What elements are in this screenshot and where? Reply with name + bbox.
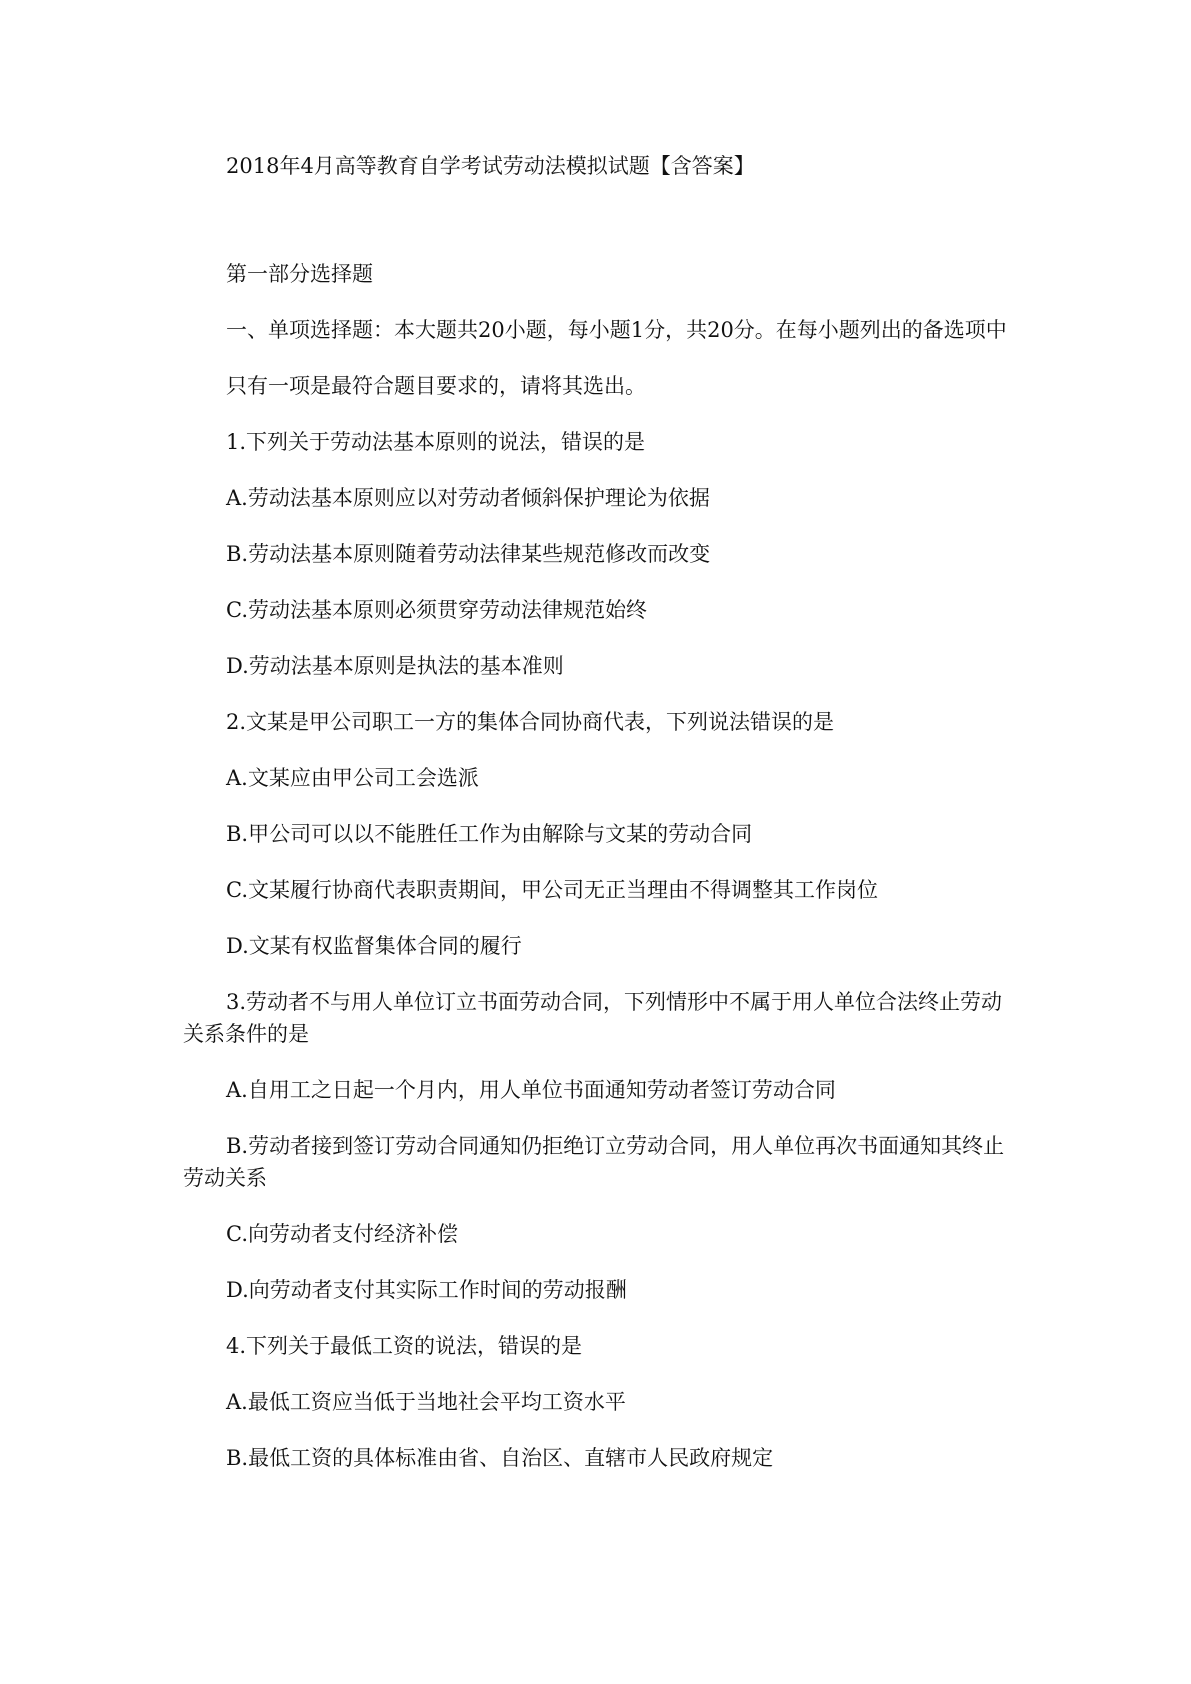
option-paragraph: A.文某应由甲公司工会选派 bbox=[226, 766, 479, 790]
document-title: 2018年4月高等教育自学考试劳动法模拟试题【含答案】 bbox=[226, 154, 755, 178]
option-paragraph: A.自用工之日起一个月内，用人单位书面通知劳动者签订劳动合同 bbox=[226, 1078, 836, 1102]
option-paragraph: B.劳动法基本原则随着劳动法律某些规范修改而改变 bbox=[226, 542, 711, 566]
document-body bbox=[183, 258, 1013, 1474]
question-1: 1.下列关于劳动法基本原则的说法，错误的是 bbox=[226, 430, 646, 454]
option-paragraph: C.文某履行协商代表职责期间，甲公司无正当理由不得调整其工作岗位 bbox=[226, 878, 878, 902]
option-paragraph: C.劳动法基本原则必须贯穿劳动法律规范始终 bbox=[226, 598, 647, 622]
option-paragraph: D.文某有权监督集体合同的履行 bbox=[226, 934, 522, 958]
option-paragraph: B.劳动者接到签订劳动合同通知仍拒绝订立劳动合同，用人单位再次书面通知其终止劳动关系 bbox=[183, 1134, 1005, 1190]
question-3: 3.劳动者不与用人单位订立书面劳动合同，下列情形中不属于用人单位合法终止劳动关系条件的是 bbox=[183, 990, 1003, 1046]
instruction-paragraph: 一、单项选择题：本大题共20小题，每小题1分，共20分。在每小题列出的备选项中 bbox=[226, 318, 1007, 342]
option-paragraph: B.甲公司可以以不能胜任工作为由解除与文某的劳动合同 bbox=[226, 822, 753, 846]
option-paragraph: A.最低工资应当低于当地社会平均工资水平 bbox=[226, 1390, 626, 1414]
question-4: 4.下列关于最低工资的说法，错误的是 bbox=[226, 1334, 583, 1358]
option-paragraph: A.劳动法基本原则应以对劳动者倾斜保护理论为依据 bbox=[226, 486, 710, 510]
instruction-paragraph: 只有一项是最符合题目要求的，请将其选出。 bbox=[226, 374, 646, 398]
section-heading: 第一部分选择题 bbox=[226, 262, 373, 286]
option-paragraph: D.劳动法基本原则是执法的基本准则 bbox=[226, 654, 564, 678]
option-paragraph: B.最低工资的具体标准由省、自治区、直辖市人民政府规定 bbox=[226, 1446, 774, 1470]
question-2: 2.文某是甲公司职工一方的集体合同协商代表，下列说法错误的是 bbox=[226, 710, 835, 734]
option-paragraph: C.向劳动者支付经济补偿 bbox=[226, 1222, 458, 1246]
option-paragraph: D.向劳动者支付其实际工作时间的劳动报酬 bbox=[226, 1278, 627, 1302]
